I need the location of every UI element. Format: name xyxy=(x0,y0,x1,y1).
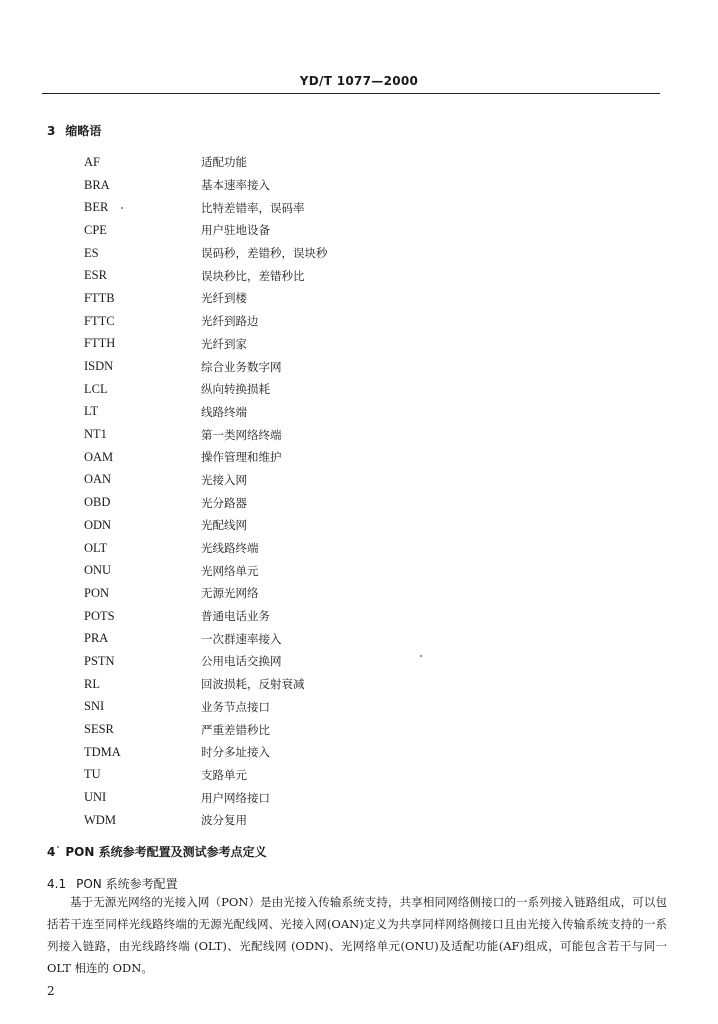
abbreviation-definition: 线路终端 xyxy=(201,404,247,419)
abbreviation-definition: 业务节点接口 xyxy=(201,699,270,714)
abbreviation-row xyxy=(84,786,504,809)
abbreviation-definition: 误码秒，差错秒，误块秒 xyxy=(201,246,328,261)
abbreviation-definition: 光分路器 xyxy=(201,495,247,510)
abbreviation-row xyxy=(84,718,504,741)
abbreviation-row xyxy=(84,696,504,719)
scan-speck xyxy=(57,846,59,848)
abbreviation-row xyxy=(84,196,504,219)
abbreviation-definition: 波分复用 xyxy=(201,813,247,828)
abbreviation-definition: 第一类网络终端 xyxy=(201,427,282,442)
abbreviation-definition: 光接入网 xyxy=(201,472,247,487)
page-number: 2 xyxy=(47,984,55,998)
abbreviation-row xyxy=(84,401,504,424)
abbreviation-term: SNI xyxy=(84,699,105,714)
abbreviation-definition: 支路单元 xyxy=(201,767,247,782)
abbreviation-definition: 时分多址接入 xyxy=(201,745,270,760)
abbreviation-row xyxy=(84,764,504,787)
abbreviation-definition: 综合业务数字网 xyxy=(201,359,282,374)
abbreviation-row xyxy=(84,446,504,469)
abbreviation-row xyxy=(84,650,504,673)
abbreviation-term: ESR xyxy=(84,268,107,283)
abbreviation-term: OAN xyxy=(84,472,112,487)
abbreviation-term: NT1 xyxy=(84,427,107,442)
abbreviation-definition: 光纤到家 xyxy=(201,336,247,351)
section-3-title: 缩略语 xyxy=(65,124,102,138)
abbreviation-definition: 用户网络接口 xyxy=(201,790,270,805)
section-4-1-number: 4.1 xyxy=(47,877,67,891)
abbreviation-row xyxy=(84,174,504,197)
abbreviation-term: LT xyxy=(84,404,99,419)
abbreviation-term: UNI xyxy=(84,790,107,805)
header-rule xyxy=(42,93,660,94)
abbreviation-row xyxy=(84,741,504,764)
abbreviation-term: ISDN xyxy=(84,359,114,374)
abbreviation-term: ONU xyxy=(84,563,112,578)
abbreviation-row xyxy=(84,242,504,265)
abbreviation-row xyxy=(84,559,504,582)
section-4-1-paragraph: 基于无源光网络的光接入网（PON）是由光接入传输系统支持，共享相同网络侧接口的一系列接入链路组成，可以包括若干连至同样光线路终端的无源光配线网、光接入网(OAN)定义为共享同样网络侧接口且由光接入传输系统支持的一系列接入链路，由光线路终端 (OLT)、光配线网 (ODN)、光网络单元(ONU)及适配功能(AF)组成，可能包含若干与同一OLT 相连的 ODN。 xyxy=(47,895,667,975)
section-4-number: 4 xyxy=(47,845,56,859)
abbreviation-definition: 公用电话交换网 xyxy=(201,654,282,669)
abbreviation-definition: 严重差错秒比 xyxy=(201,722,270,737)
abbreviation-list xyxy=(84,151,504,832)
abbreviation-definition: 适配功能 xyxy=(201,155,247,170)
abbreviation-definition: 光纤到路边 xyxy=(201,314,259,329)
abbreviation-row xyxy=(84,514,504,537)
abbreviation-term: CPE xyxy=(84,222,107,237)
abbreviation-row xyxy=(84,582,504,605)
abbreviation-term: PRA xyxy=(84,631,109,646)
abbreviation-term: FTTH xyxy=(84,336,116,351)
abbreviation-definition: 无源光网络 xyxy=(201,586,259,601)
abbreviation-definition: 光网络单元 xyxy=(201,563,259,578)
abbreviation-definition: 比特差错率，误码率 xyxy=(201,200,305,215)
section-3-number: 3 xyxy=(47,124,56,138)
abbreviation-term: TDMA xyxy=(84,744,121,759)
abbreviation-term: BRA xyxy=(84,177,110,192)
abbreviation-definition: 操作管理和维护 xyxy=(201,450,282,465)
abbreviation-term: ES xyxy=(84,245,99,260)
abbreviation-definition: 回波损耗，反射衰减 xyxy=(201,677,305,692)
abbreviation-row xyxy=(84,673,504,696)
abbreviation-term: SESR xyxy=(84,722,114,737)
abbreviation-term: OLT xyxy=(84,540,108,555)
section-3-heading xyxy=(47,122,101,139)
abbreviation-definition: 普通电话业务 xyxy=(201,609,270,624)
abbreviation-term: OBD xyxy=(84,495,111,510)
scan-speck xyxy=(121,207,123,209)
section-4-title: PON 系统参考配置及测试参考点定义 xyxy=(65,845,267,859)
abbreviation-row xyxy=(84,605,504,628)
abbreviation-definition: 光配线网 xyxy=(201,518,247,533)
abbreviation-term: PSTN xyxy=(84,653,115,668)
abbreviation-row xyxy=(84,423,504,446)
abbreviation-definition: 误块秒比，差错秒比 xyxy=(201,268,305,283)
standard-code-header: YD/T 1077—2000 xyxy=(299,74,419,88)
abbreviation-row xyxy=(84,491,504,514)
abbreviation-definition: 纵向转换损耗 xyxy=(201,382,270,397)
section-4-1-title: PON 系统参考配置 xyxy=(76,877,178,891)
abbreviation-row xyxy=(84,151,504,174)
abbreviation-term: OAM xyxy=(84,449,114,464)
section-4-1-heading xyxy=(47,875,178,892)
scan-speck xyxy=(420,655,422,657)
abbreviation-row xyxy=(84,310,504,333)
abbreviation-row xyxy=(84,537,504,560)
abbreviation-definition: 光线路终端 xyxy=(201,541,259,556)
abbreviation-row xyxy=(84,333,504,356)
abbreviation-term: AF xyxy=(84,154,100,169)
abbreviation-definition: 基本速率接入 xyxy=(201,178,270,193)
abbreviation-term: PON xyxy=(84,585,110,600)
abbreviation-term: TU xyxy=(84,767,101,782)
abbreviation-definition: 光纤到楼 xyxy=(201,291,247,306)
abbreviation-term: LCL xyxy=(84,381,108,396)
abbreviation-term: ODN xyxy=(84,517,112,532)
abbreviation-term: WDM xyxy=(84,812,116,827)
abbreviation-definition: 一次群速率接入 xyxy=(201,631,282,646)
section-4-heading xyxy=(47,843,267,860)
abbreviation-row xyxy=(84,627,504,650)
abbreviation-row xyxy=(84,287,504,310)
abbreviation-row xyxy=(84,378,504,401)
abbreviation-definition: 用户驻地设备 xyxy=(201,223,270,238)
abbreviation-row xyxy=(84,219,504,242)
abbreviation-term: BER xyxy=(84,200,109,215)
abbreviation-row xyxy=(84,264,504,287)
abbreviation-row xyxy=(84,809,504,832)
abbreviation-row xyxy=(84,469,504,492)
abbreviation-term: POTS xyxy=(84,608,115,623)
abbreviation-term: RL xyxy=(84,676,100,691)
abbreviation-row xyxy=(84,355,504,378)
abbreviation-term: FTTB xyxy=(84,290,115,305)
abbreviation-term: FTTC xyxy=(84,313,115,328)
